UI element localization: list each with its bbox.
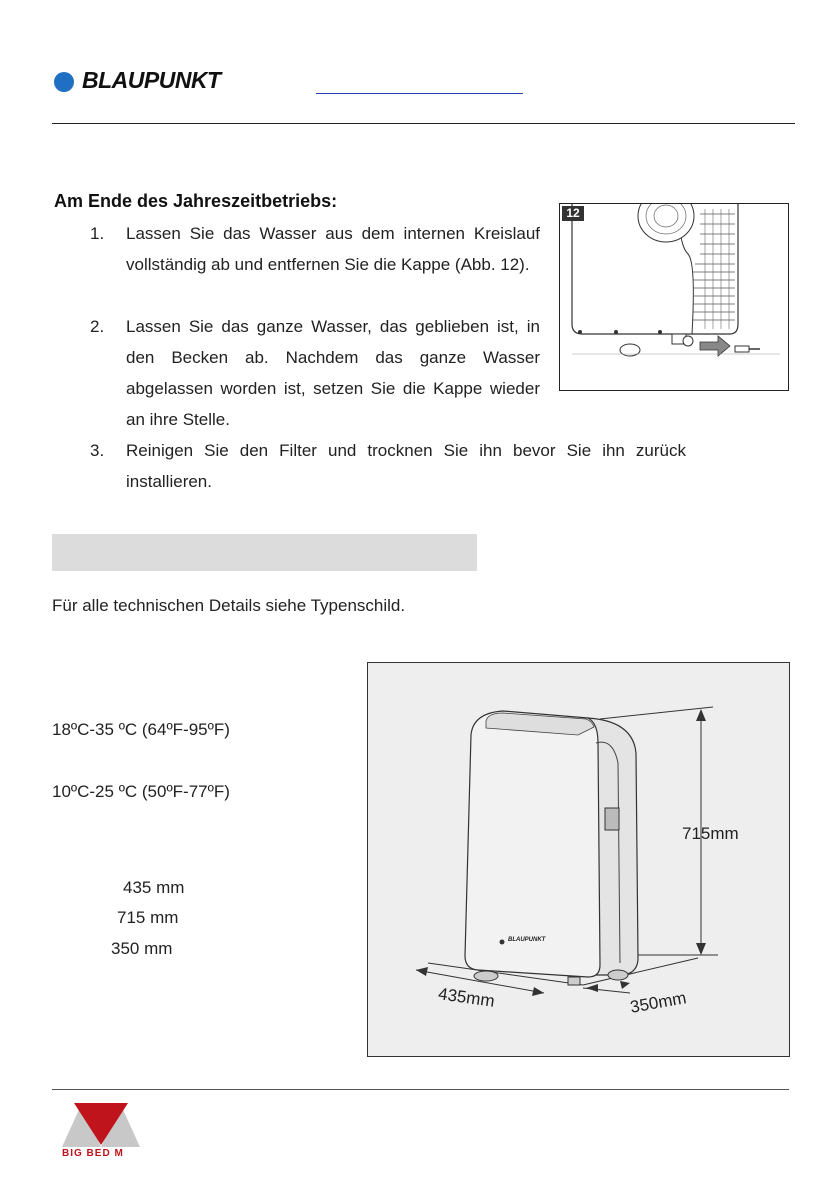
spec-width: 435 mm — [123, 878, 185, 897]
footer-divider — [52, 1089, 789, 1090]
step-3 — [90, 435, 710, 497]
drain-cap-drawing — [560, 204, 789, 391]
step-number: 3. — [90, 441, 105, 460]
header-divider — [52, 123, 795, 124]
spec-depth: 350 mm — [111, 939, 173, 958]
spec-note: Für alle technischen Details siehe Typenschild. — [52, 596, 406, 615]
figure-12-drain-illustration — [559, 203, 789, 391]
step-text: Lassen Sie das Wasser aus dem internen Kreislauf vollständig ab und entfernen Sie die Kappe (Abb. 12). — [126, 224, 540, 274]
section-title: Am Ende des Jahreszeitbetriebs: — [54, 191, 338, 211]
spec-temp-dehum: 10ºC-25 ºC (50ºF-77ºF) — [52, 782, 230, 801]
step-2 — [90, 311, 540, 435]
dim-depth-label: 350mm — [628, 988, 688, 1017]
unit-dimensions-figure — [367, 662, 790, 1057]
spec-temp-cooling: 18ºC-35 ºC (64ºF-95ºF) — [52, 720, 230, 739]
step-text: Lassen Sie das ganze Wasser, das geblieben ist, in den Becken ab. Nachdem das ganze Wasser abgelassen worden ist, setzen Sie die Kappe wieder an ihre Stelle. — [126, 317, 540, 429]
footer-brand-text: BIG BED M — [62, 1148, 124, 1159]
spec-section-bar — [52, 534, 477, 571]
dim-height-label: 715mm — [682, 824, 739, 843]
step-text: Reinigen Sie den Filter und trocknen Sie ihn bevor Sie ihn zurück installieren. — [126, 441, 686, 491]
figure-12-label: 12 — [562, 206, 584, 221]
blaupunkt-logo-dot — [54, 72, 74, 92]
blaupunkt-logo: BLAUPUNKT — [82, 67, 221, 93]
spec-height: 715 mm — [117, 908, 179, 927]
unit-drawing — [368, 663, 790, 1057]
unit-brand-label: BLAUPUNKT — [508, 937, 546, 943]
big-bed-logo-icon — [62, 1101, 140, 1149]
dim-width-label: 435mm — [437, 984, 496, 1011]
header-link-underline — [316, 93, 523, 94]
step-number: 1. — [90, 224, 105, 243]
step-1 — [90, 218, 540, 280]
step-number: 2. — [90, 317, 105, 336]
